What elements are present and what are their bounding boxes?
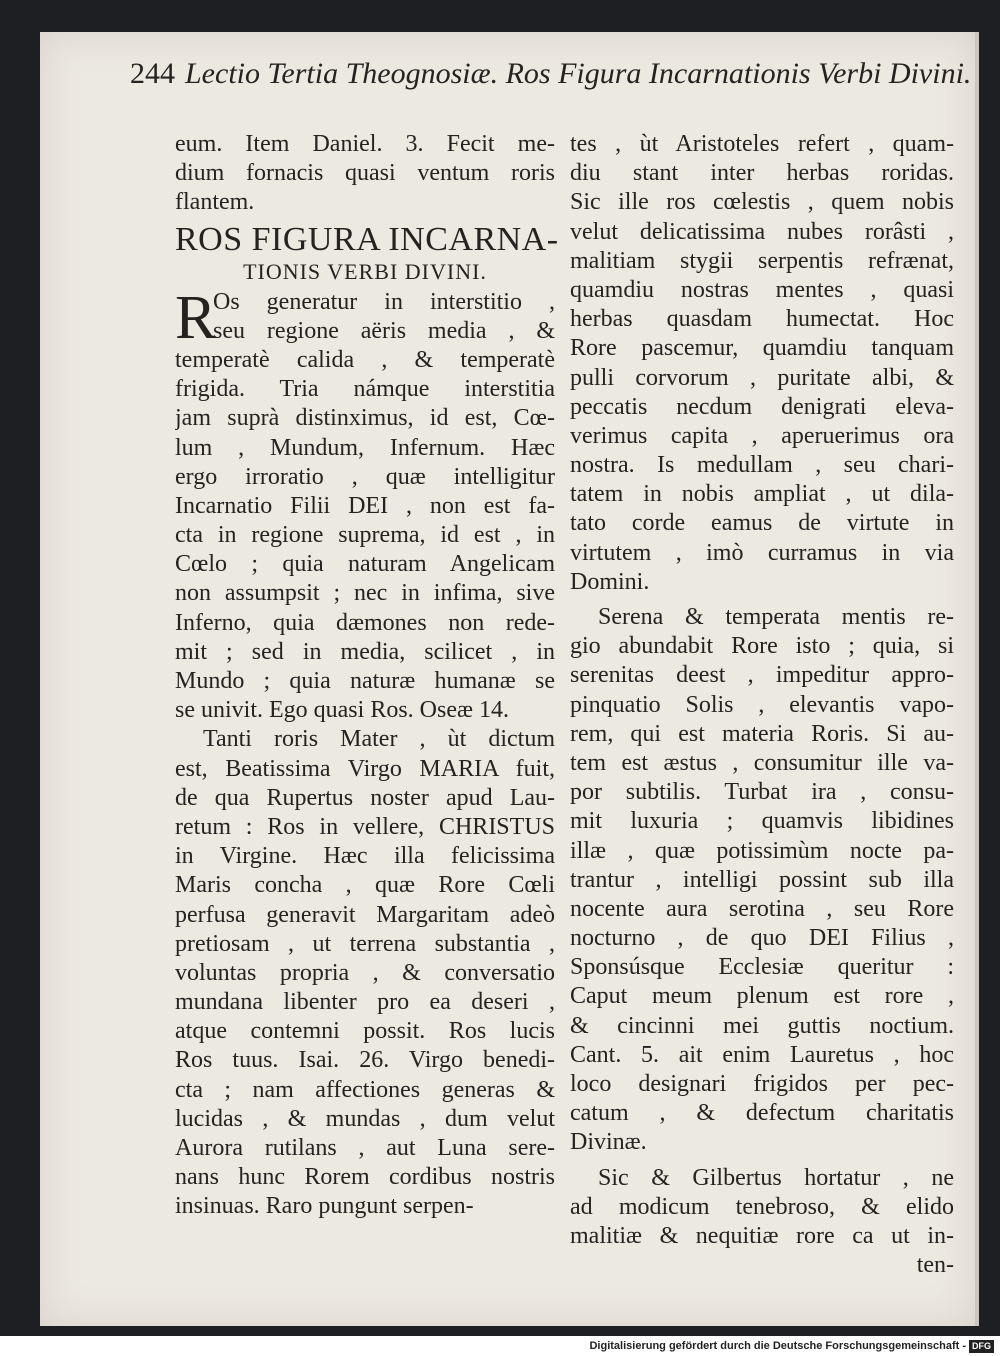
text-line: se univit. Ego quasi Ros. Oseæ 14. [175, 697, 509, 724]
text-line: Ros tuus. Isai. 26. Virgo benedi- [175, 1047, 555, 1074]
text-line: Tanti roris Mater , ùt dictum [203, 726, 555, 753]
digitization-credit [560, 1336, 1000, 1356]
text-line: in Virgine. Hæc illa felicissima [175, 843, 555, 870]
text-line: cta ; nam affectiones generas & [175, 1076, 555, 1103]
text-line: & cincinni mei guttis noctium. [570, 1012, 954, 1039]
text-line: Caput meum plenum est rore , [570, 983, 954, 1010]
text-line: illæ , quæ potissimùm nocte pa- [570, 837, 954, 864]
text-line: flantem. [175, 189, 255, 216]
paragraph-gilbertus [570, 1164, 954, 1281]
text-line: Aurora rutilans , aut Luna sere- [175, 1135, 555, 1161]
text-line: Mundo ; quia naturæ humanæ se [175, 668, 555, 694]
dfg-logo: DFG [969, 1340, 994, 1353]
text-line: pretiosam , ut terrena substantia , [175, 930, 555, 957]
paragraph-2 [175, 725, 555, 1221]
text-line: retum : Ros in vellere, CHRISTUS [175, 813, 555, 840]
paragraph-1 [175, 283, 555, 726]
text-line: jam suprà distinximus, id est, Cœ- [175, 405, 555, 432]
text-line: Domini. [570, 568, 650, 595]
section-heading-line-2: TIONIS VERBI DIVINI. [243, 258, 487, 284]
text-line: cta in regione suprema, id est , in [175, 522, 555, 549]
text-line: Maris concha , quæ Rore Cœli [175, 872, 555, 899]
text-line: serenitas deest , impeditur appro- [570, 662, 954, 689]
text-line: Inferno, quia dæmones non rede- [175, 609, 555, 636]
running-head [130, 54, 972, 94]
text-line: virtutem , imò curramus in via [570, 539, 954, 566]
text-line: ad modicum tenebroso, & elido [570, 1193, 954, 1220]
section-heading-line-1: ROS FIGURA INCARNA- [175, 220, 559, 258]
intro-text [175, 130, 555, 218]
text-line: Cant. 5. ait enim Lauretus , hoc [570, 1041, 954, 1068]
text-line: verimus capita , aperuerimus ora [570, 422, 954, 449]
running-head-title: Lectio Tertia Theognosiæ. Ros Figura Incarnationis Verbi Divini. [185, 57, 972, 90]
text-line: lum , Mundum, Infernum. Hæc [175, 434, 555, 461]
text-line: dium fornacis quasi ventum roris [175, 160, 555, 187]
text-line: catum , & defectum charitatis [570, 1100, 954, 1127]
page-number: 244 [130, 57, 175, 90]
text-line: nostra. Is medullam , seu chari- [570, 452, 954, 479]
text-line: insinuas. Raro pungunt serpen- [175, 1193, 474, 1220]
text-line: diu stant inter herbas roridas. [570, 160, 954, 187]
text-line: tatem in nobis ampliat , ut dila- [570, 481, 954, 508]
text-line: nans hunc Rorem cordibus nostris [175, 1164, 555, 1191]
text-line: mit ; sed in media, scilicet , in [175, 638, 555, 665]
text-line: nocente aura serotina , seu Rore [570, 895, 954, 922]
text-line: gio abundabit Rore isto ; quia, si [570, 633, 954, 660]
text-line: atque contemni possit. Ros lucis [175, 1018, 555, 1045]
text-line: mit luxuria ; quamvis libidines [570, 808, 954, 835]
text-line: est, Beatissima Virgo MARIA fuit, [175, 755, 555, 782]
text-line: Serena & temperata mentis re- [598, 604, 954, 630]
drop-cap-letter: R [175, 283, 217, 352]
text-line: Divinæ. [570, 1129, 647, 1156]
text-line: tato corde eamus de virtute in [570, 510, 954, 537]
text-line: ten- [916, 1252, 954, 1279]
text-line: perfusa generavit Margaritam adeò [175, 901, 555, 928]
text-line: nocturno , de quo DEI Filius , [570, 925, 954, 952]
text-line: mundana libenter pro ea deseri , [175, 989, 555, 1016]
text-line: tes , ùt Aristoteles refert , quam- [570, 131, 954, 157]
paragraph-continuation [570, 130, 954, 597]
text-line: Rore pascemur, quamdiu tanquam [570, 335, 954, 362]
text-line: quamdiu nostras mentes , quasi [570, 276, 954, 303]
paragraph-with-dropcap [175, 283, 555, 726]
text-line: por subtilis. Turbat ira , consu- [570, 779, 954, 806]
text-line: Sic & Gilbertus hortatur , ne [598, 1164, 954, 1191]
credit-text: Digitalisierung gefördert durch die Deutsche Forschungsgemeinschaft - [589, 1340, 966, 1352]
text-line: tem est æstus , consumitur ille va- [570, 749, 954, 776]
text-line: de qua Rupertus noster apud Lau- [175, 784, 555, 811]
text-line: Os generatur in interstitio , [213, 288, 555, 315]
text-line: velut delicatissima nubes rorâsti , [570, 218, 954, 245]
text-line: pulli corvorum , puritate albi, & [570, 364, 954, 391]
text-line: Cœlo ; quia naturam Angelicam [175, 551, 555, 578]
text-line: Incarnatio Filii DEI , non est fa- [175, 492, 555, 519]
text-line: seu regione aëris media , & [213, 317, 555, 344]
text-line: Sponsúsque Ecclesiæ queritur : [570, 954, 954, 981]
text-line: lucidas , & mundas , dum velut [175, 1105, 555, 1132]
text-line: Sic ille ros cœlestis , quem nobis [570, 189, 954, 216]
text-line: frigida. Tria námque interstitia [175, 376, 555, 403]
text-line: voluntas propria , & conversatio [175, 959, 555, 986]
text-line: malitiam stygii serpentis refrænat, [570, 247, 954, 274]
text-line: loco designari frigidos per pec- [570, 1071, 954, 1097]
paragraph-serena [570, 603, 954, 1158]
text-line: ergo irroratio , quæ intelligitur [175, 463, 555, 490]
text-line: eum. Item Daniel. 3. Fecit me- [175, 131, 555, 157]
text-line: herbas quasdam humectat. Hoc [570, 306, 954, 333]
text-line: rem, qui est materia Roris. Si au- [570, 720, 954, 747]
right-column [570, 130, 954, 1280]
text-line: temperatè calida , & temperatè [175, 346, 555, 373]
text-line: trantur , intelligi possint sub illa [570, 866, 954, 893]
text-line: peccatis necdum denigrati eleva- [570, 393, 954, 420]
text-line: pinquatio Solis , elevantis vapo- [570, 691, 954, 718]
text-line: malitiæ & nequitiæ rore ca ut in- [570, 1222, 954, 1249]
text-line: non assumpsit ; nec in infima, sive [175, 580, 555, 607]
left-column [175, 130, 559, 1222]
